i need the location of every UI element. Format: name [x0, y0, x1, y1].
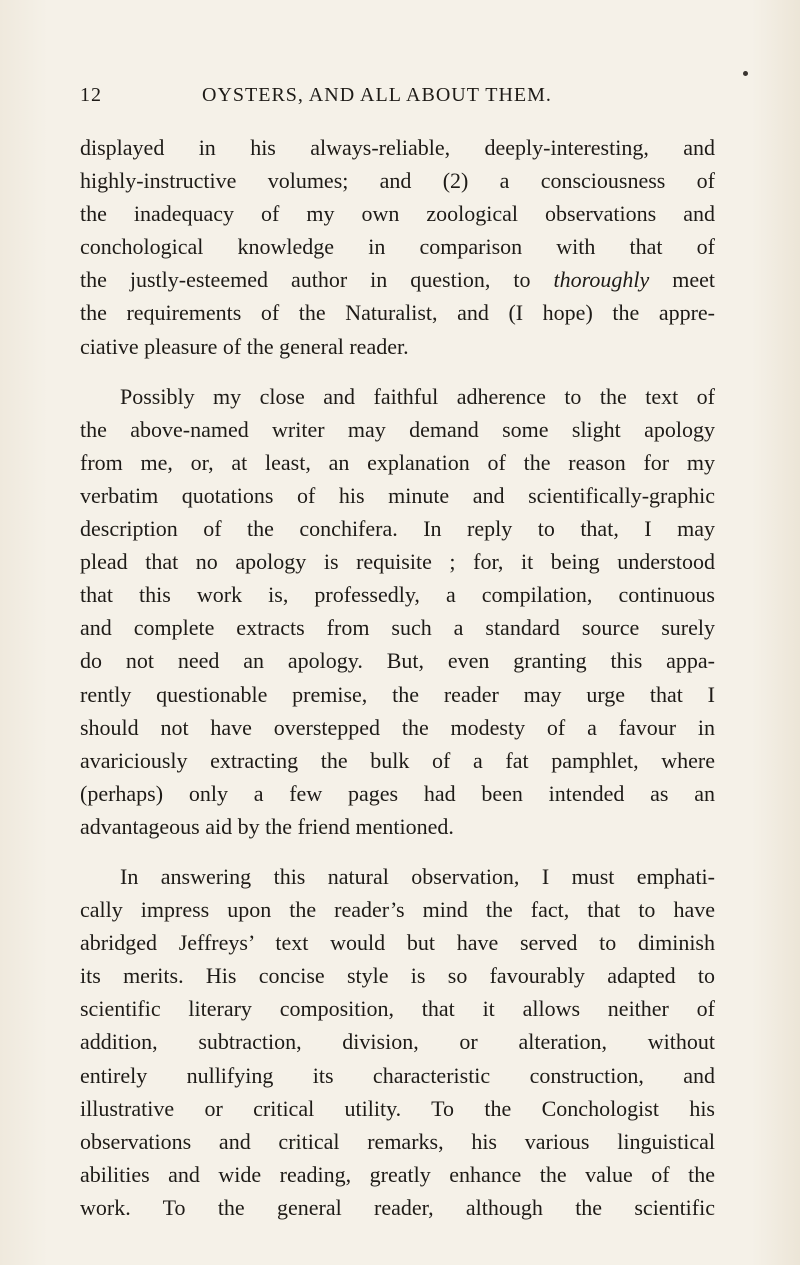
body-text: [80, 131, 715, 1224]
text-line: work. To the general reader, although the scientific: [80, 1194, 715, 1220]
page-number: 12: [80, 84, 102, 106]
text-segment: meet: [649, 267, 715, 293]
text-line: addition, subtraction, division, or alteration, without: [80, 1029, 715, 1055]
text-line: conchological knowledge in comparison with that of: [80, 234, 715, 260]
text-line: and complete extracts from such a standard source surely: [80, 615, 715, 641]
ink-speck: [743, 71, 748, 76]
running-title: OYSTERS, AND ALL ABOUT THEM.: [202, 84, 552, 106]
text-line: that this work is, professedly, a compilation, continuous: [80, 582, 715, 608]
text-line: the above-named writer may demand some slight apology: [80, 416, 715, 442]
text-line: abilities and wide reading, greatly enhance the value of the: [80, 1161, 715, 1187]
text-line: abridged Jeffreys’ text would but have served to diminish: [80, 930, 715, 956]
text-line: In answering this natural observation, I must emphati-: [120, 863, 715, 889]
text-line: plead that no apology is requisite ; for, it being understood: [80, 549, 715, 575]
text-line: verbatim quotations of his minute and scientifically-graphic: [80, 482, 715, 508]
text-line: entirely nullifying its characteristic construction, and: [80, 1062, 715, 1088]
text-line: (perhaps) only a few pages had been intended as an: [80, 780, 715, 806]
text-line: scientific literary composition, that it allows neither of: [80, 996, 715, 1022]
text-line: observations and critical remarks, his various linguistical: [80, 1128, 715, 1154]
paragraph-3: [80, 860, 715, 1224]
text-line: do not need an apology. But, even granting this appa-: [80, 648, 715, 674]
text-line: rently questionable premise, the reader may urge that I: [80, 681, 715, 707]
text-line: the inadequacy of my own zoological observations and: [80, 201, 715, 227]
text-line: avariciously extracting the bulk of a fat pamphlet, where: [80, 747, 715, 773]
text-line: its merits. His concise style is so favourably adapted to: [80, 963, 715, 989]
text-line-with-emphasis: [80, 263, 715, 296]
text-line: description of the conchifera. In reply to that, I may: [80, 516, 715, 542]
emphasized-word: thoroughly: [553, 267, 650, 293]
text-line: should not have overstepped the modesty of a favour in: [80, 714, 715, 740]
text-line: advantageous aid by the friend mentioned.: [80, 813, 454, 839]
page-header: [80, 84, 715, 114]
text-line: the requirements of the Naturalist, and (I hope) the appre-: [80, 300, 715, 326]
text-line: displayed in his always-reliable, deeply-interesting, and: [80, 135, 715, 160]
text-line: from me, or, at least, an explanation of the reason for my: [80, 449, 715, 475]
text-line: illustrative or critical utility. To the Conchologist his: [80, 1095, 715, 1121]
paragraph-1: [80, 131, 715, 363]
text-line: ciative pleasure of the general reader.: [80, 333, 409, 359]
text-line: Possibly my close and faithful adherence to the text of: [120, 383, 715, 409]
text-segment: the justly-esteemed author in question, to: [80, 267, 531, 293]
text-line: highly-instructive volumes; and (2) a consciousness of: [80, 168, 715, 194]
paragraph-2: [80, 380, 715, 843]
text-line: cally impress upon the reader’s mind the fact, that to have: [80, 897, 715, 923]
